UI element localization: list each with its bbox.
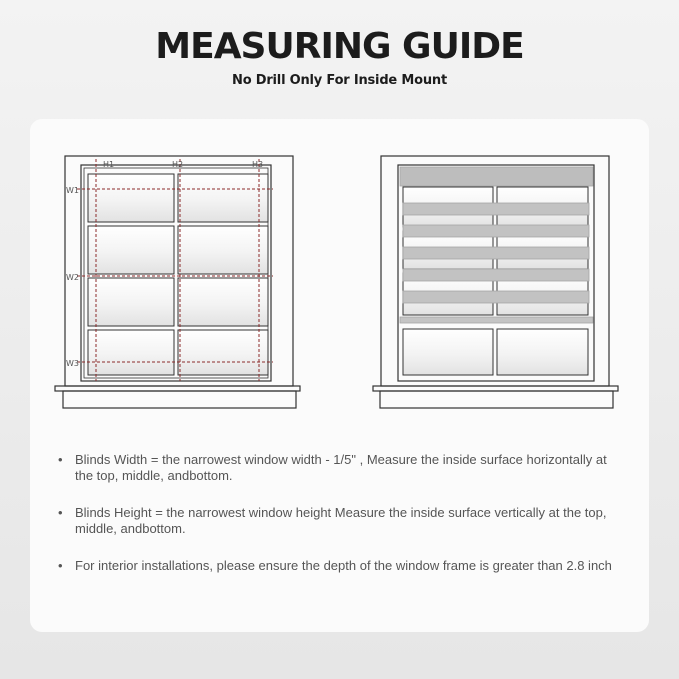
page-subtitle: No Drill Only For Inside Mount	[232, 73, 447, 88]
height-label-h3: H3	[252, 160, 264, 169]
instruction-width	[58, 452, 628, 484]
bullet-dot: •	[58, 505, 63, 520]
blind-slat	[403, 269, 589, 281]
blind-slat	[403, 203, 589, 215]
window-pane	[88, 330, 174, 375]
instruction-depth-text: For interior installations, please ensure the depth of the window frame is greater than 2.8 inch	[75, 558, 612, 573]
instruction-height	[58, 505, 628, 537]
guide-card	[30, 119, 649, 632]
width-label-w1: W1	[66, 186, 79, 195]
right-window-apron	[380, 391, 613, 408]
instruction-depth	[58, 558, 628, 574]
blind-bottom-rail	[400, 317, 593, 323]
left-window-sill	[55, 386, 300, 391]
width-label-w3: W3	[66, 359, 79, 368]
window-diagrams	[30, 119, 649, 449]
width-label-w2: W2	[66, 273, 79, 282]
blind-headrail	[400, 167, 593, 186]
blind-slat	[403, 225, 589, 237]
measuring-instructions	[58, 452, 628, 574]
left-window-apron	[63, 391, 296, 408]
page-title: MEASURING GUIDE	[155, 26, 524, 67]
left-window-diagram	[55, 156, 300, 408]
instruction-height-text: Blinds Height = the narrowest window height Measure the inside surface vertically at the top, middle, andbottom.	[75, 505, 607, 536]
blind-slat	[403, 291, 589, 303]
bullet-dot: •	[58, 452, 63, 467]
window-pane	[497, 329, 588, 375]
blind-slat	[403, 247, 589, 259]
window-pane	[403, 329, 493, 375]
right-window-diagram	[373, 156, 618, 408]
window-pane	[178, 330, 268, 375]
height-label-h2: H2	[172, 160, 184, 169]
window-pane	[88, 174, 174, 222]
window-pane	[178, 174, 268, 222]
window-pane	[88, 226, 174, 274]
height-label-h1: H1	[103, 160, 115, 169]
right-window-sill	[373, 386, 618, 391]
window-pane	[178, 278, 268, 326]
window-pane	[178, 226, 268, 274]
instruction-width-text: Blinds Width = the narrowest window width - 1/5" , Measure the inside surface horizontally at the top, middle, andbottom.	[75, 452, 607, 483]
bullet-dot: •	[58, 558, 63, 573]
window-pane	[88, 278, 174, 326]
left-window-panes	[88, 174, 268, 375]
